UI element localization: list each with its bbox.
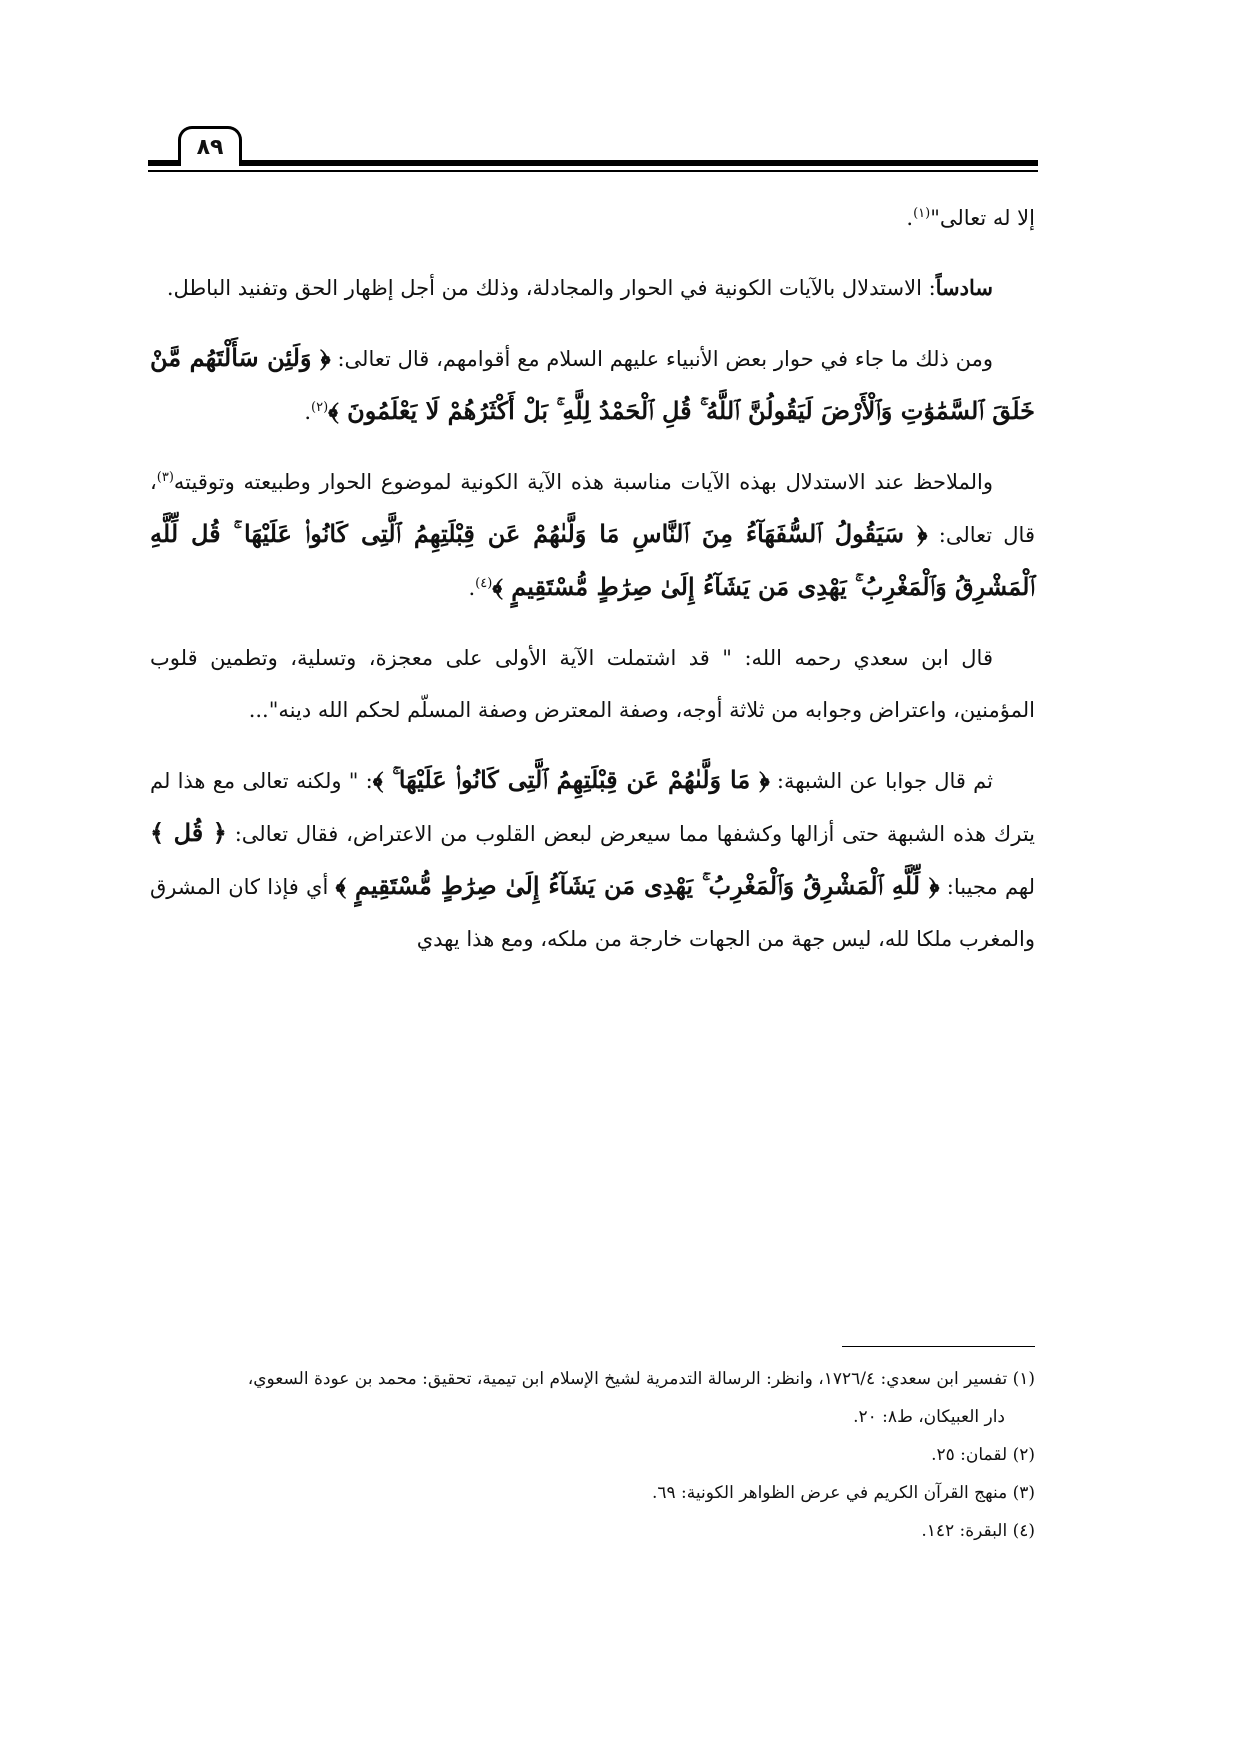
paragraph-1: إلا له تعالى"$^{(١)}$. xyxy=(906,206,1035,230)
quran-verse: ﴿ وَلَئِن سَأَلْتَهُم مَّنْ خَلَقَ ٱلسَّمَٰوَٰتِ وَٱلْأَرْضَ لَيَقُولُنَّ ٱللَّهُ ۚ قُلِ ٱلْحَمْدُ لِلَّهِ ۚ بَلْ أَكْثَرُهُمْ لَا يَعْلَمُونَ ﴾ xyxy=(150,343,1035,425)
footnote-separator xyxy=(842,1346,1035,1347)
footnote-ref-3[interactable]: (٣) xyxy=(156,470,174,485)
quran-verse: ﴿ مَا وَلَّىٰهُمْ عَن قِبْلَتِهِمُ ٱلَّتِى كَانُوا۟ عَلَيْهَا ۚ ﴾ xyxy=(372,765,770,794)
footnotes xyxy=(150,1360,1035,1550)
main-text xyxy=(150,192,1035,983)
footnote-1-continued: دار العبيكان، ط٨: ٢٠. xyxy=(853,1407,1005,1427)
paragraph-3: ومن ذلك ما جاء في حوار بعض الأنبياء عليهم السلام مع أقوامهم، قال تعالى: ﴿ وَلَئِن سَأَلْتَهُم مَّنْ خَلَقَ ٱلسَّمَٰوَٰتِ وَٱلْأَرْضَ لَيَقُولُنَّ ٱللَّهُ ۚ قُلِ ٱلْحَمْدُ لِلَّهِ ۚ بَلْ أَكْثَرُهُمْ لَا يَعْلَمُونَ ﴾$^{(٢)}$. xyxy=(150,343,1035,425)
quran-verse: ﴿ لِّلَّهِ ٱلْمَشْرِقُ وَٱلْمَغْرِبُ ۚ يَهْدِى مَن يَشَآءُ إِلَىٰ صِرَٰطٍ مُّسْتَقِيمٍ ﴾ xyxy=(335,871,940,900)
header-rule-thin xyxy=(148,170,1038,172)
paragraph-5: قال ابن سعدي رحمه الله: " قد اشتملت الآية الأولى على معجزة، وتسلية، وتطمين قلوب المؤمنين، واعتراض وجوابه من ثلاثة أوجه، وصفة المعترض وصفة المسلّم لحكم الله دينه"... xyxy=(150,646,1035,722)
quran-verse: ﴿ سَيَقُولُ ٱلسُّفَهَآءُ مِنَ ٱلنَّاسِ مَا وَلَّىٰهُمْ عَن قِبْلَتِهِمُ ٱلَّتِى كَانُوا۟ عَلَيْهَا ۚ قُل لِّلَّهِ ٱلْمَشْرِقُ وَٱلْمَغْرِبُ ۚ يَهْدِى مَن يَشَآءُ إِلَىٰ صِرَٰطٍ مُّسْتَقِيمٍ ﴾ xyxy=(150,519,1035,601)
footnote-1: (١) تفسير ابن سعدي: ١٧٢٦/٤، وانظر: الرسالة التدمرية لشيخ الإسلام ابن تيمية، تحقيق: محمد بن عودة السعوي، xyxy=(247,1369,1035,1389)
section-lead: سادساً xyxy=(935,275,993,300)
page-number: ٨٩ xyxy=(178,126,242,166)
header-rule-thick xyxy=(148,160,1038,166)
footnote-ref-1[interactable]: (١) xyxy=(913,206,931,221)
footnote-4: (٤) البقرة: ١٤٢. xyxy=(921,1521,1035,1541)
footnote-3: (٣) منهج القرآن الكريم في عرض الظواهر الكونية: ٦٩. xyxy=(651,1483,1035,1503)
quran-verse: ﴿ قُل ﴾ xyxy=(150,818,227,847)
paragraph-4: والملاحظ عند الاستدلال بهذه الآيات مناسبة هذه الآية الكونية لموضوع الحوار وطبيعته وتوقيته$^{(٣)}$، قال تعالى: ﴿ سَيَقُولُ ٱلسُّفَهَآءُ مِنَ ٱلنَّاسِ مَا وَلَّىٰهُمْ عَن قِبْلَتِهِمُ ٱلَّتِى كَانُوا۟ عَلَيْهَا ۚ قُل لِّلَّهِ ٱلْمَشْرِقُ وَٱلْمَغْرِبُ ۚ يَهْدِى مَن يَشَآءُ إِلَىٰ صِرَٰطٍ مُّسْتَقِيمٍ ﴾$^{(٤)}$. xyxy=(150,470,1035,601)
paragraph-6: ثم قال جوابا عن الشبهة: ﴿ مَا وَلَّىٰهُمْ عَن قِبْلَتِهِمُ ٱلَّتِى كَانُوا۟ عَلَيْهَا ۚ ﴾: " ولكنه تعالى مع هذا لم يترك هذه الشبهة حتى أزالها وكشفها مما سيعرض لبعض القلوب من الاعتراض، فقال تعالى: ﴿ قُل ﴾ لهم مجيبا: ﴿ لِّلَّهِ ٱلْمَشْرِقُ وَٱلْمَغْرِبُ ۚ يَهْدِى مَن يَشَآءُ إِلَىٰ صِرَٰطٍ مُّسْتَقِيمٍ ﴾ أي فإذا كان المشرق والمغرب ملكا لله، ليس جهة من الجهات خارجة من ملكه، ومع هذا يهدي xyxy=(150,765,1036,951)
footnote-ref-4[interactable]: (٤) xyxy=(475,576,493,591)
footnote-2: (٢) لقمان: ٢٥. xyxy=(931,1445,1035,1465)
paragraph-2: سادساً: الاستدلال بالآيات الكونية في الحوار والمجادلة، وذلك من أجل إظهار الحق وتفنيد الباطل. xyxy=(166,275,993,300)
footnote-ref-2[interactable]: (٢) xyxy=(311,400,329,415)
